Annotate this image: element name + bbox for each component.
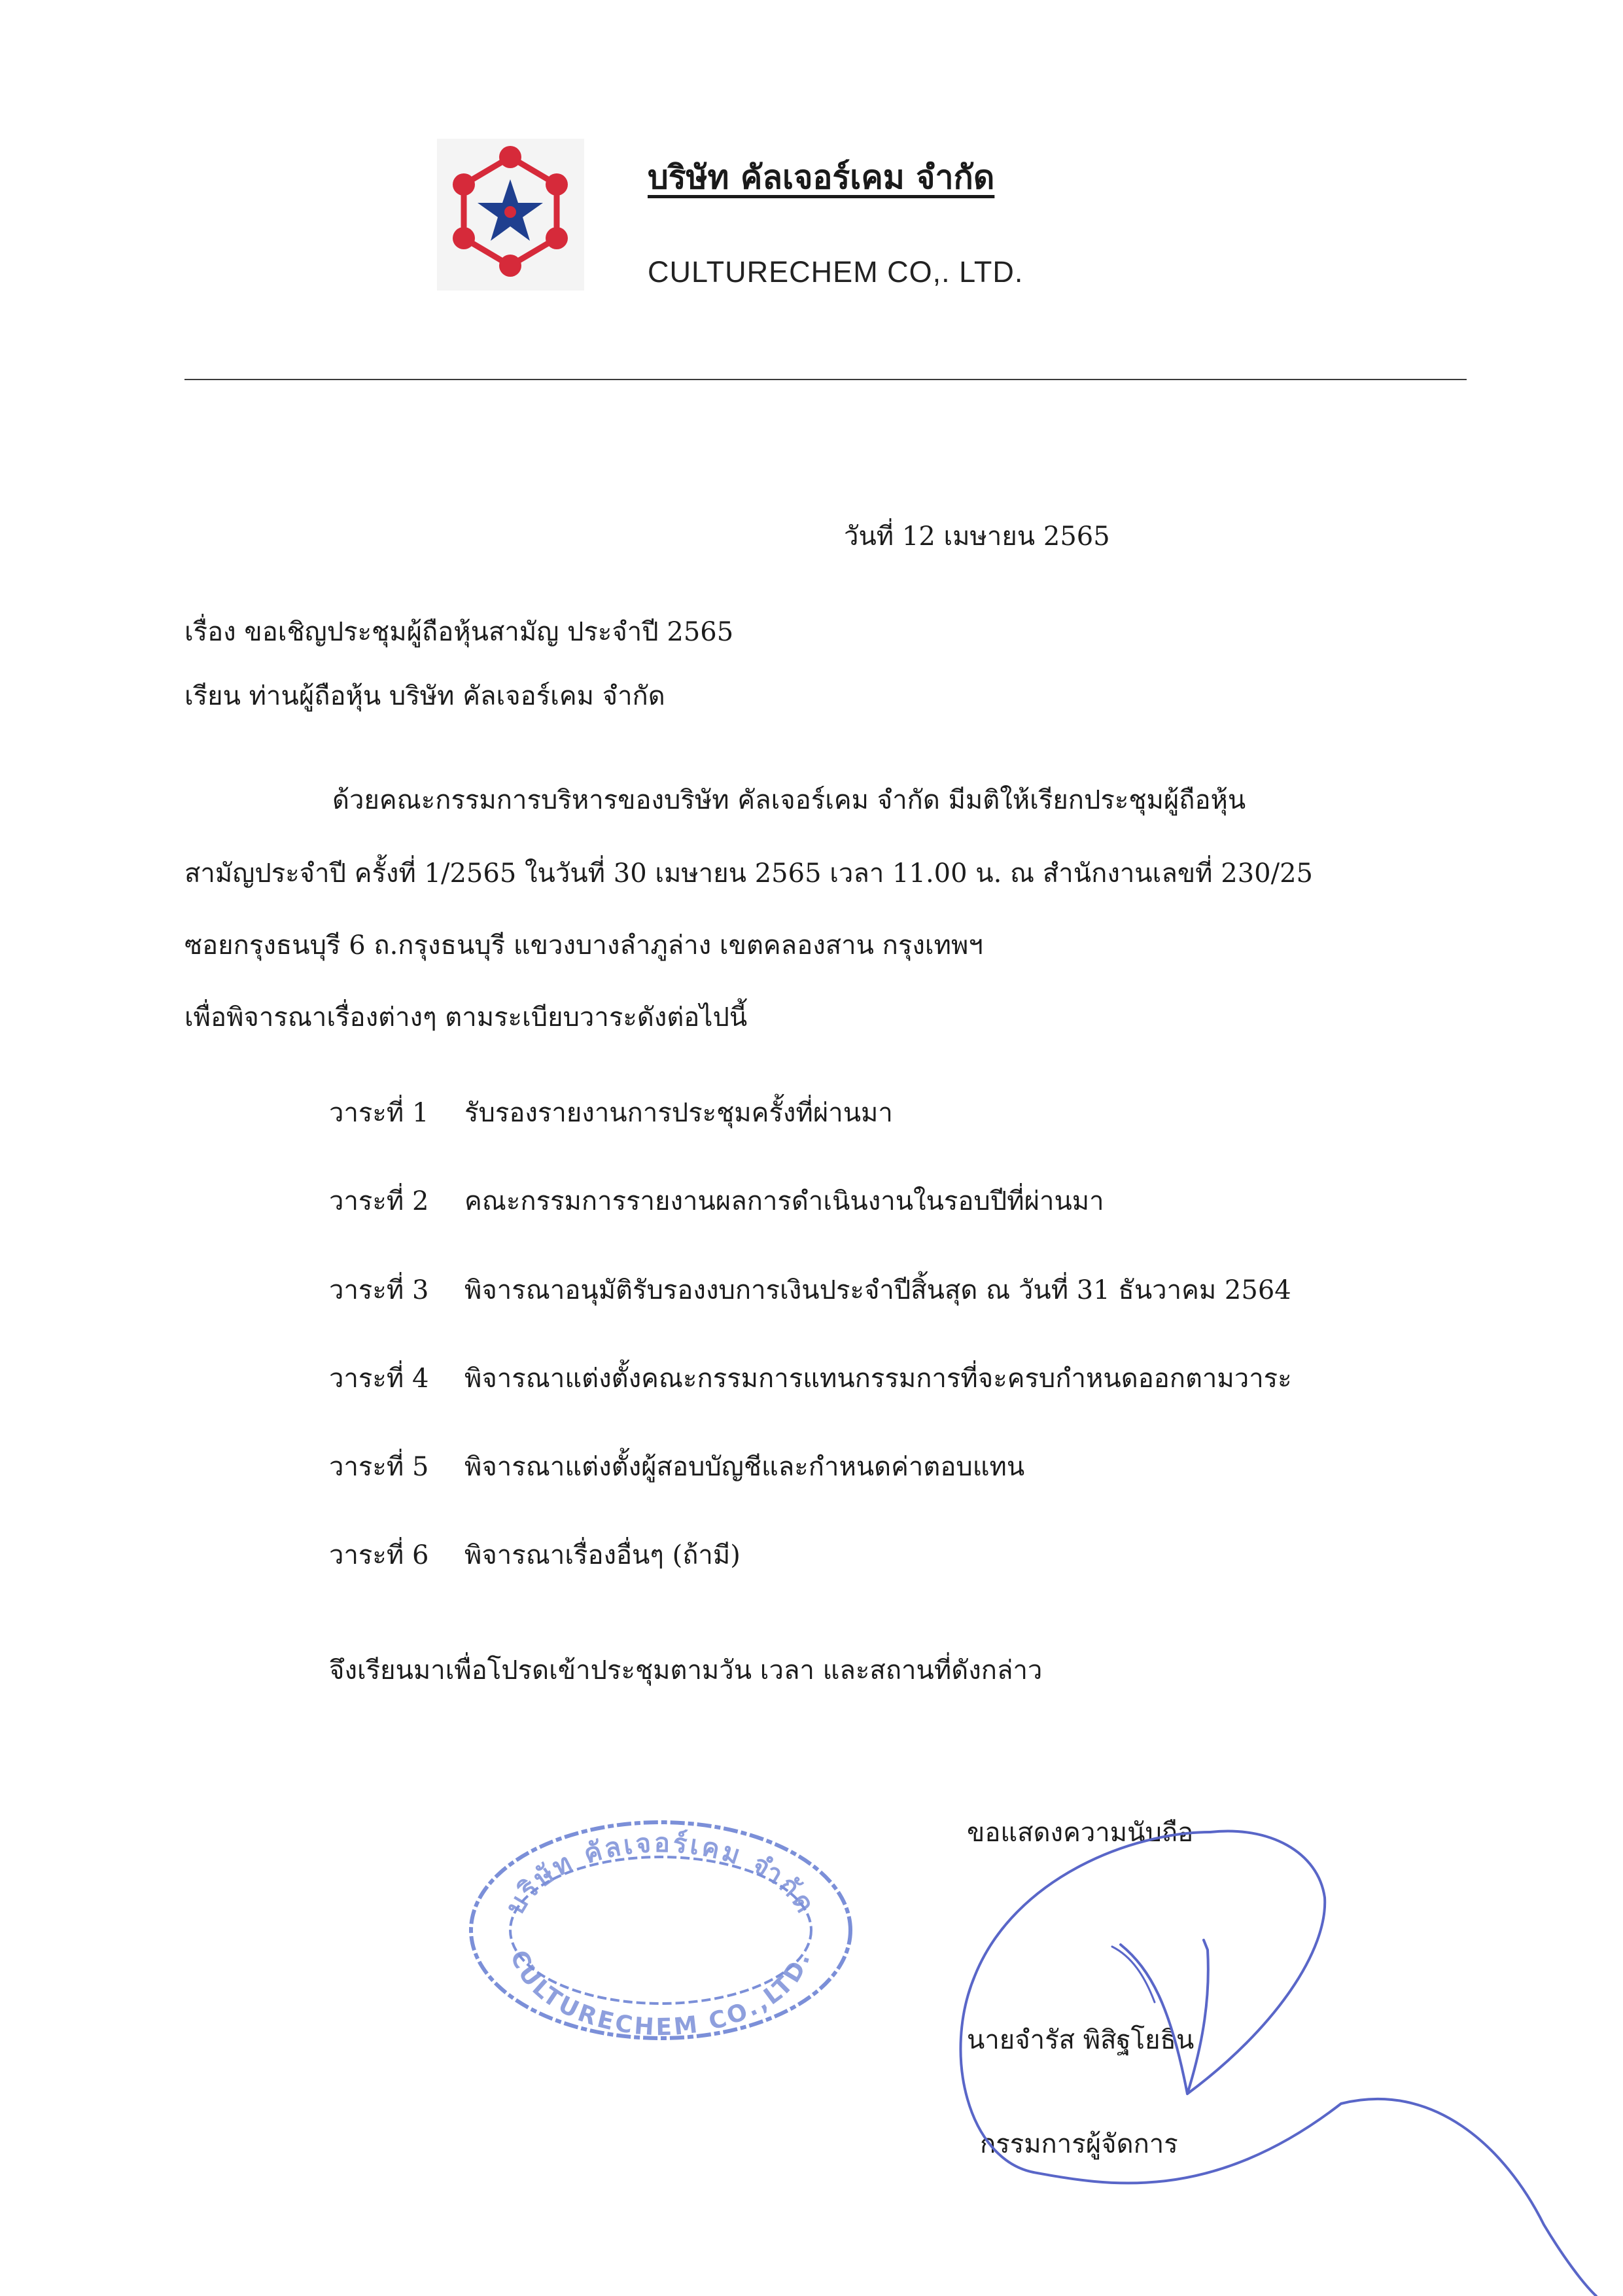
agenda-text-2: คณะกรรมการรายงานผลการดำเนินงานในรอบปีที่ผ่านมา: [464, 1186, 1104, 1216]
agenda-text-5: พิจารณาแต่งตั้งผู้สอบบัญชีและกำหนดค่าตอบแทน: [464, 1452, 1025, 1482]
agenda-label-6: วาระที่ 6: [329, 1540, 429, 1570]
agenda-label-4: วาระที่ 4: [329, 1364, 429, 1394]
agenda-text-4: พิจารณาแต่งตั้งคณะกรรมการแทนกรรมการที่จะครบกำหนดออกตามวาระ: [464, 1364, 1292, 1394]
body-line-2: สามัญประจำปี ครั้งที่ 1/2565 ในวันที่ 30 เมษายน 2565 เวลา 11.00 น. ณ สำนักงานเลขที่ 230/25: [184, 858, 1313, 889]
regards-line: ขอแสดงความนับถือ: [967, 1818, 1194, 1848]
agenda-text-1: รับรองรายงานการประชุมครั้งที่ผ่านมา: [464, 1098, 893, 1128]
letter-subject: เรื่อง ขอเชิญประชุมผู้ถือหุ้นสามัญ ประจำปี 2565: [184, 617, 734, 647]
agenda-label-5: วาระที่ 5: [329, 1452, 429, 1482]
closing-line: จึงเรียนมาเพื่อโปรดเข้าประชุมตามวัน เวลา และสถานที่ดังกล่าว: [329, 1655, 1043, 1686]
handwritten-signature: [935, 1806, 1623, 2296]
stamp-top-text: บริษัท คัลเจอร์เคม จำกัด: [500, 1828, 822, 1920]
body-line-1: ด้วยคณะกรรมการบริหารของบริษัท คัลเจอร์เคม จำกัด มีมติให้เรียกประชุมผู้ถือหุ้น: [332, 785, 1246, 815]
company-name-thai: บริษัท คัลเจอร์เคม จำกัด: [648, 158, 995, 196]
company-logo: [437, 139, 584, 291]
letter-date: วันที่ 12 เมษายน 2565: [844, 521, 1110, 552]
agenda-text-3: พิจารณาอนุมัติรับรองงบการเงินประจำปีสิ้นสุด ณ วันที่ 31 ธันวาคม 2564: [464, 1275, 1291, 1305]
letter-recipient: เรียน ท่านผู้ถือหุ้น บริษัท คัลเจอร์เคม จำกัด: [184, 681, 665, 711]
company-stamp: [458, 1812, 864, 2048]
agenda-label-3: วาระที่ 3: [329, 1275, 429, 1305]
hexagon-star-logo-icon: [437, 139, 584, 291]
body-line-4: เพื่อพิจารณาเรื่องต่างๆ ตามระเบียบวาระดังต่อไปนี้: [184, 1002, 748, 1033]
signer-position: กรรมการผู้จัดการ: [980, 2129, 1178, 2159]
company-name-english: CULTURECHEM CO,. LTD.: [648, 255, 1024, 289]
letterhead-divider: [184, 379, 1467, 380]
body-line-3: ซอยกรุงธนบุรี 6 ถ.กรุงธนบุรี แขวงบางลำภูล่าง เขตคลองสาน กรุงเทพฯ: [184, 930, 983, 961]
agenda-label-1: วาระที่ 1: [329, 1098, 429, 1128]
svg-text:CULTURECHEM CO.,LTD.: [505, 1947, 816, 2041]
agenda-text-6: พิจารณาเรื่องอื่นๆ (ถ้ามี): [464, 1540, 741, 1570]
signer-name: นายจำรัส พิสิฐโยธิน: [967, 2025, 1195, 2055]
agenda-label-2: วาระที่ 2: [329, 1186, 429, 1216]
stamp-bottom-text: CULTURECHEM CO.,LTD.: [504, 1947, 816, 2041]
